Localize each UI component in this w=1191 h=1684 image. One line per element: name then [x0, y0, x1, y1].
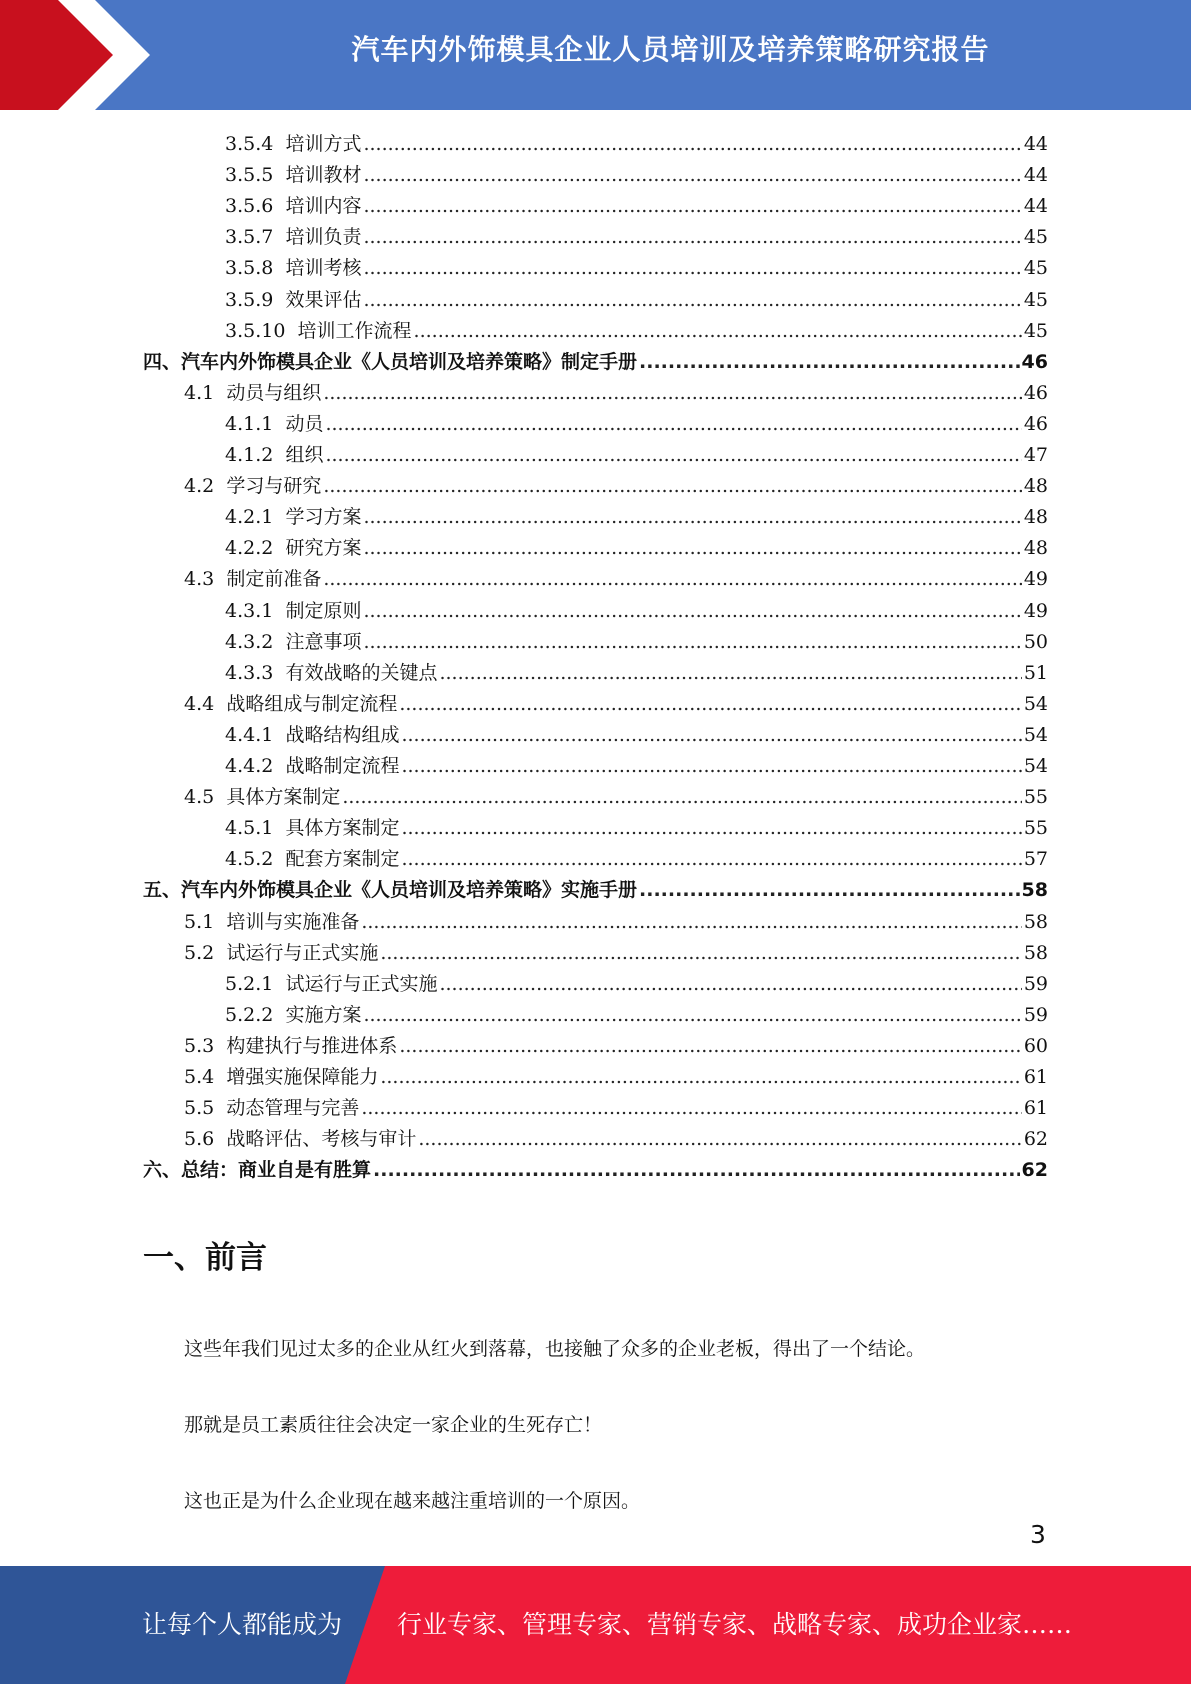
toc-entry-title: 具体方案制定 — [285, 817, 400, 840]
toc-entry-title: 汽车内外饰模具企业《人员培训及培养策略》制定手册 — [181, 350, 638, 373]
toc-entry-title: 动员与组织 — [226, 381, 322, 404]
toc-entry-leader-dots — [363, 285, 1021, 316]
toc-entry-spacer — [273, 658, 285, 689]
toc-entry-spacer — [273, 129, 285, 160]
toc-entry-title: 研究方案 — [285, 537, 362, 560]
toc-entry-spacer — [273, 627, 285, 658]
toc-entry-leader-dots — [363, 253, 1021, 284]
toc-entry-number: 5.4 — [184, 1066, 215, 1088]
toc-entry-page: 54 — [1023, 692, 1048, 715]
toc-entry-spacer — [214, 1031, 226, 1062]
toc-entry[interactable] — [225, 253, 1048, 284]
toc-entry-number: 3.5.10 — [225, 319, 286, 342]
toc-entry-number: 4.1.2 — [225, 444, 274, 466]
toc-entry-page: 46 — [1023, 412, 1048, 435]
toc-entry[interactable] — [184, 907, 1048, 938]
toc-entry-title: 效果评估 — [285, 288, 362, 311]
toc-entry-title: 动员 — [285, 412, 324, 435]
toc-entry-title: 培训考核 — [285, 257, 362, 280]
section-heading: 一、前言 — [143, 1240, 267, 1276]
toc-entry-spacer — [285, 316, 297, 347]
toc-entry-spacer — [214, 782, 226, 813]
toc-entry-title: 战略结构组成 — [285, 723, 400, 746]
toc-entry[interactable] — [225, 720, 1048, 751]
toc-entry-number: 4.3.3 — [225, 661, 274, 684]
toc-entry-title: 培训内容 — [285, 195, 362, 218]
toc-entry[interactable] — [143, 347, 1048, 378]
toc-entry-page: 62 — [1023, 1128, 1048, 1151]
toc-entry-spacer — [273, 191, 285, 222]
toc-entry-number: 3.5.4 — [225, 133, 274, 155]
toc-entry-number: 4.3.1 — [225, 599, 274, 622]
toc-entry-number: 4.4 — [184, 692, 215, 715]
toc-entry[interactable] — [143, 1155, 1048, 1186]
toc-entry[interactable] — [225, 285, 1048, 316]
toc-entry-title: 具体方案制定 — [226, 786, 341, 809]
toc-entry-number: 4.5 — [184, 786, 215, 809]
toc-entry-title: 战略组成与制定流程 — [226, 692, 398, 715]
toc-entry-spacer — [214, 1124, 226, 1155]
header-title: 汽车内外饰模具企业人员培训及培养策略研究报告 — [351, 33, 990, 66]
toc-entry-page: 54 — [1023, 755, 1048, 777]
toc-entry-leader-dots — [639, 347, 1020, 378]
toc-entry-spacer — [273, 222, 285, 253]
toc-entry-spacer — [273, 440, 285, 471]
toc-entry[interactable] — [184, 1124, 1048, 1155]
toc-entry-page: 45 — [1023, 288, 1048, 311]
toc-entry-spacer — [273, 253, 285, 284]
toc-entry-number: 5.2.1 — [225, 972, 274, 995]
toc-entry[interactable] — [225, 969, 1048, 1000]
toc-entry-leader-dots — [401, 813, 1021, 844]
toc-entry-title: 配套方案制定 — [285, 848, 400, 871]
page-header — [0, 0, 1191, 110]
toc-entry[interactable] — [225, 160, 1048, 191]
toc-entry[interactable] — [225, 751, 1048, 782]
toc-entry-title: 学习与研究 — [226, 475, 322, 498]
toc-entry-leader-dots — [342, 782, 1021, 813]
toc-entry-spacer — [214, 1093, 226, 1124]
toc-entry-title: 培训方式 — [285, 133, 362, 155]
toc-entry-title: 总结：商业自是有胜算 — [181, 1159, 372, 1182]
toc-entry-number: 六、 — [143, 1159, 182, 1182]
footer-slogan-left: 让每个人都能成为 — [142, 1610, 343, 1639]
toc-entry-leader-dots — [380, 1062, 1021, 1093]
toc-entry[interactable] — [184, 471, 1048, 502]
toc-entry-spacer — [214, 938, 226, 969]
toc-entry-number: 4.2 — [184, 475, 215, 498]
toc-entry-spacer — [214, 1062, 226, 1093]
toc-entry-leader-dots — [361, 907, 1021, 938]
toc-entry-title: 试运行与正式实施 — [226, 941, 379, 964]
toc-entry-leader-dots — [414, 316, 1022, 347]
toc-entry-leader-dots — [363, 191, 1021, 222]
toc-entry-leader-dots — [401, 844, 1021, 875]
toc-entry-page: 48 — [1023, 506, 1048, 529]
toc-entry[interactable] — [184, 782, 1048, 813]
toc-entry[interactable] — [225, 658, 1048, 689]
toc-entry[interactable] — [225, 813, 1048, 844]
toc-entry-number: 5.1 — [184, 910, 215, 933]
toc-entry-leader-dots — [325, 409, 1021, 440]
toc-entry-number: 4.5.2 — [225, 848, 274, 871]
toc-entry-number: 4.5.1 — [225, 817, 274, 840]
toc-entry-title: 有效战略的关键点 — [285, 661, 438, 684]
toc-entry-number: 4.3.2 — [225, 630, 274, 653]
toc-entry-title: 构建执行与推进体系 — [226, 1034, 398, 1057]
toc-entry-page: 55 — [1023, 817, 1048, 840]
toc-entry-page: 46 — [1023, 381, 1048, 404]
toc-entry-page: 49 — [1023, 568, 1048, 591]
page-footer — [0, 1566, 1191, 1684]
toc-entry[interactable] — [184, 1062, 1048, 1093]
toc-entry-number: 5.3 — [184, 1034, 215, 1057]
toc-entry-title: 制定前准备 — [226, 568, 322, 591]
toc-entry-leader-dots — [363, 129, 1021, 160]
toc-entry-number: 4.2.1 — [225, 506, 274, 529]
toc-entry[interactable] — [225, 129, 1048, 160]
toc-entry-spacer — [273, 596, 285, 627]
toc-entry-number: 4.2.2 — [225, 537, 274, 560]
toc-entry[interactable] — [184, 1093, 1048, 1124]
toc-entry-page: 61 — [1023, 1097, 1048, 1120]
toc-entry-number: 4.4.2 — [225, 755, 274, 777]
toc-entry-number: 3.5.9 — [225, 288, 274, 311]
toc-entry-leader-dots — [418, 1124, 1021, 1155]
toc-entry-number: 5.2.2 — [225, 1003, 274, 1026]
toc-entry-title: 培训教材 — [285, 164, 362, 187]
toc-entry-page: 54 — [1023, 723, 1048, 746]
toc-entry-page: 48 — [1023, 475, 1048, 498]
toc-entry-number: 4.3 — [184, 568, 215, 591]
toc-entry[interactable] — [225, 596, 1048, 627]
toc-entry-number: 5.5 — [184, 1097, 215, 1120]
toc-entry[interactable] — [225, 533, 1048, 564]
toc-entry[interactable] — [225, 440, 1048, 471]
toc-entry-page: 46 — [1021, 350, 1048, 373]
toc-entry-title: 培训负责 — [285, 226, 362, 249]
toc-entry-leader-dots — [363, 502, 1021, 533]
toc-entry-page: 44 — [1023, 164, 1048, 187]
toc-entry-leader-dots — [439, 969, 1021, 1000]
page-number: 3 — [1030, 1520, 1046, 1549]
toc-entry-page: 58 — [1023, 910, 1048, 933]
paragraph: 这也正是为什么企业现在越来越注重培训的一个原因。 — [184, 1490, 641, 1512]
toc-entry-title: 增强实施保障能力 — [226, 1066, 379, 1088]
toc-entry[interactable] — [225, 1000, 1048, 1031]
toc-entry-spacer — [214, 907, 226, 938]
toc-entry-leader-dots — [363, 596, 1021, 627]
toc-entry-title: 动态管理与完善 — [226, 1097, 360, 1120]
toc-entry[interactable] — [225, 191, 1048, 222]
toc-entry-number: 3.5.6 — [225, 195, 274, 218]
toc-entry-page: 55 — [1023, 786, 1048, 809]
toc-entry-number: 4.1 — [184, 381, 215, 404]
toc-entry[interactable] — [225, 502, 1048, 533]
toc-entry-number: 4.4.1 — [225, 723, 274, 746]
toc-entry-title: 注意事项 — [285, 630, 362, 653]
toc-entry-page: 48 — [1023, 537, 1048, 560]
toc-entry-page: 61 — [1023, 1066, 1048, 1088]
toc-entry-leader-dots — [323, 564, 1021, 595]
toc-entry-leader-dots — [401, 720, 1021, 751]
toc-entry-page: 45 — [1023, 319, 1048, 342]
toc-entry-page: 57 — [1023, 848, 1048, 871]
toc-entry-number: 四、 — [143, 350, 182, 373]
toc-entry[interactable] — [184, 378, 1048, 409]
toc-entry-leader-dots — [363, 627, 1021, 658]
toc-entry-number: 3.5.8 — [225, 257, 274, 280]
toc-entry-title: 实施方案 — [285, 1003, 362, 1026]
toc-entry-leader-dots — [323, 378, 1021, 409]
toc-entry[interactable] — [184, 938, 1048, 969]
toc-entry-spacer — [273, 502, 285, 533]
toc-entry-leader-dots — [363, 222, 1021, 253]
toc-entry-title: 培训工作流程 — [297, 319, 412, 342]
toc-entry-page: 59 — [1023, 972, 1048, 995]
toc-entry[interactable] — [225, 409, 1048, 440]
toc-entry[interactable] — [184, 564, 1048, 595]
toc-entry[interactable] — [225, 627, 1048, 658]
toc-entry-spacer — [214, 471, 226, 502]
toc-entry[interactable] — [225, 222, 1048, 253]
toc-entry-leader-dots — [639, 875, 1020, 906]
toc-entry[interactable] — [143, 875, 1048, 906]
toc-entry-spacer — [273, 720, 285, 751]
toc-entry-page: 44 — [1023, 195, 1048, 218]
toc-entry-title: 试运行与正式实施 — [285, 972, 438, 995]
toc-entry-leader-dots — [323, 471, 1021, 502]
toc-entry-spacer — [273, 969, 285, 1000]
toc-entry-number: 五、 — [143, 879, 182, 902]
toc-entry-leader-dots — [363, 160, 1021, 191]
toc-entry-spacer — [214, 564, 226, 595]
toc-entry-leader-dots — [363, 1000, 1021, 1031]
toc-entry-leader-dots — [401, 751, 1021, 782]
toc-entry-spacer — [273, 160, 285, 191]
toc-entry-spacer — [273, 409, 285, 440]
toc-entry-page: 47 — [1023, 444, 1048, 466]
footer-slogan-right: 行业专家、管理专家、营销专家、战略专家、成功企业家…… — [397, 1610, 1073, 1639]
toc-entry[interactable] — [184, 1031, 1048, 1062]
toc-entry-title: 战略制定流程 — [285, 755, 400, 777]
toc-entry-title: 组织 — [285, 444, 324, 466]
toc-entry-page: 59 — [1023, 1003, 1048, 1026]
toc-entry[interactable] — [225, 316, 1048, 347]
toc-entry-spacer — [214, 378, 226, 409]
toc-entry-page: 58 — [1023, 941, 1048, 964]
toc-entry-leader-dots — [361, 1093, 1021, 1124]
toc-entry[interactable] — [184, 689, 1048, 720]
toc-entry-number: 5.6 — [184, 1128, 215, 1151]
toc-entry-spacer — [273, 844, 285, 875]
toc-entry-leader-dots — [399, 689, 1021, 720]
toc-entry-number: 5.2 — [184, 941, 215, 964]
toc-entry-title: 培训与实施准备 — [226, 910, 360, 933]
toc-entry-title: 汽车内外饰模具企业《人员培训及培养策略》实施手册 — [181, 879, 638, 902]
toc-entry-title: 战略评估、考核与审计 — [226, 1128, 417, 1151]
paragraph: 这些年我们见过太多的企业从红火到落幕，也接触了众多的企业老板，得出了一个结论。 — [184, 1338, 926, 1360]
toc-entry-spacer — [273, 285, 285, 316]
toc-entry-spacer — [273, 533, 285, 564]
toc-entry-spacer — [273, 751, 285, 782]
toc-entry-page: 45 — [1023, 257, 1048, 280]
toc-entry-title: 学习方案 — [285, 506, 362, 529]
toc-entry[interactable] — [225, 844, 1048, 875]
toc-entry-number: 3.5.7 — [225, 226, 274, 249]
toc-entry-page: 51 — [1023, 661, 1048, 684]
toc-entry-page: 45 — [1023, 226, 1048, 249]
toc-entry-spacer — [214, 689, 226, 720]
toc-entry-leader-dots — [399, 1031, 1021, 1062]
toc-entry-leader-dots — [380, 938, 1021, 969]
toc-entry-page: 50 — [1023, 630, 1048, 653]
toc-entry-page: 44 — [1023, 133, 1048, 155]
toc-entry-page: 60 — [1023, 1034, 1048, 1057]
toc-entry-page: 49 — [1023, 599, 1048, 622]
toc-entry-number: 3.5.5 — [225, 164, 274, 187]
toc-entry-spacer — [273, 1000, 285, 1031]
toc-entry-number: 4.1.1 — [225, 412, 274, 435]
toc-entry-page: 62 — [1021, 1159, 1048, 1182]
toc-entry-spacer — [273, 813, 285, 844]
toc-entry-leader-dots — [325, 440, 1021, 471]
toc-entry-leader-dots — [439, 658, 1021, 689]
toc-entry-page: 58 — [1021, 879, 1048, 902]
toc-entry-leader-dots — [373, 1155, 1020, 1186]
toc-entry-title: 制定原则 — [285, 599, 362, 622]
paragraph: 那就是员工素质往往会决定一家企业的生死存亡！ — [184, 1414, 603, 1436]
toc-entry-leader-dots — [363, 533, 1021, 564]
